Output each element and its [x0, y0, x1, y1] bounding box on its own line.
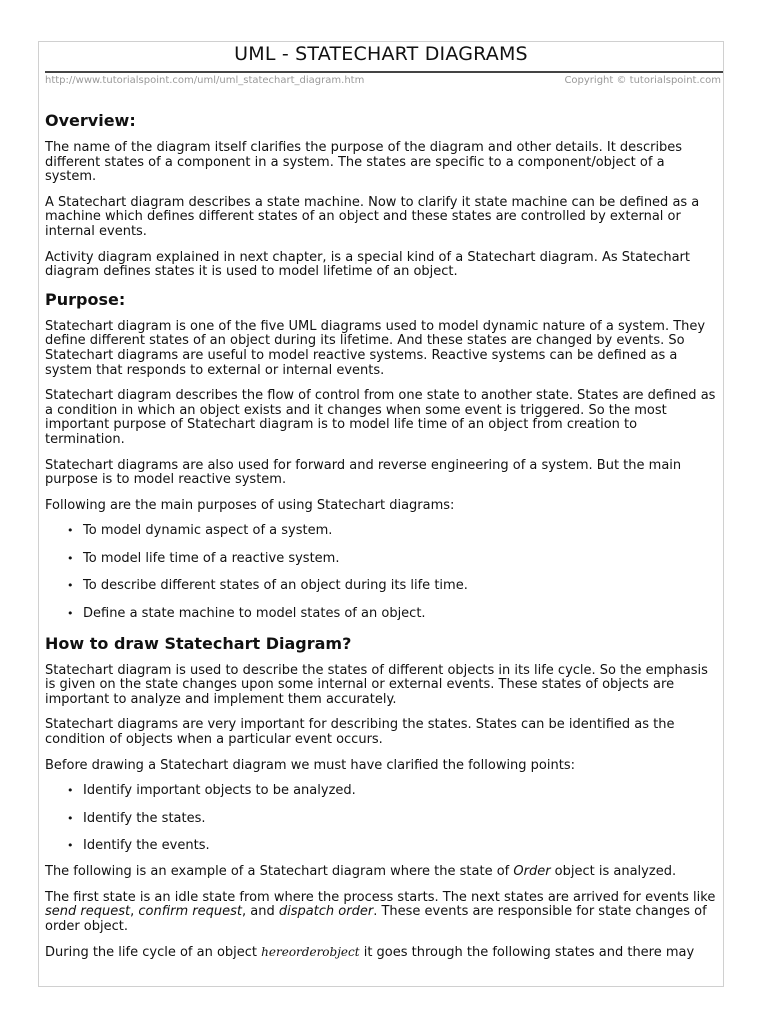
emphasis-text: Order	[513, 864, 551, 879]
purpose-paragraph-1: Statechart diagram is one of the five UML diagrams used to model dynamic nature of a system. They define different states of an object during its lifetime. And these states are changed by events. So Statechart diagrams are useful to model reactive systems. Reactive systems can be defined as a system that responds to external or internal events.	[45, 318, 706, 378]
text-run: . These events are responsible for state changes of order object.	[45, 904, 707, 934]
list-item: • Identify the states.	[83, 812, 719, 827]
list-item: • To model life time of a reactive system.	[83, 552, 719, 567]
howto-paragraph-4	[45, 865, 719, 880]
overview-paragraph-3: Activity diagram explained in next chapter, is a special kind of a Statechart diagram. As Statechart diagram defines states it is used to model lifetime of an object.	[45, 249, 690, 280]
purpose-paragraph-4: Following are the main purposes of using Statechart diagrams:	[45, 497, 455, 513]
text-run: ,	[130, 904, 139, 920]
purpose-paragraph-2: Statechart diagram describes the flow of control from one state to another state. States are defined as a condition in which an object exists and it changes when some event is triggered. So the most important purpose of Statechart diagram is to model life time of an object from creation to termination.	[45, 388, 716, 447]
document-page	[38, 41, 724, 987]
list-item: • To describe different states of an object during its life time.	[83, 579, 719, 594]
list-item: • Identify the events.	[83, 839, 719, 854]
source-url[interactable]: http://www.tutorialspoint.com/uml/uml_statechart_diagram.htm	[45, 75, 365, 86]
list-item: • Define a state machine to model states of an object.	[83, 607, 719, 622]
document-body	[45, 112, 719, 972]
purpose-heading: Purpose:	[45, 289, 126, 309]
purpose-paragraph-3: Statechart diagrams are also used for forward and reverse engineering of a system. But the main purpose is to model reactive system.	[45, 457, 682, 488]
math-text: hereorderobject	[261, 945, 360, 960]
howto-paragraph-5	[45, 891, 719, 935]
howto-paragraph-6	[45, 945, 719, 961]
howto-paragraph-2: Statechart diagrams are very important for describing the states. States can be identified as the condition of objects when a particular event occurs.	[45, 717, 675, 748]
emphasis-text: confirm request	[138, 904, 242, 920]
overview-paragraph-2: A Statechart diagram describes a state machine. Now to clarify it state machine can be defined as a machine which defines different states of an object and these states are controlled by external or internal events.	[45, 194, 700, 239]
emphasis-text: dispatch order	[278, 904, 374, 920]
howto-heading: How to draw Statechart Diagram?	[45, 633, 352, 653]
page-title: UML - STATECHART DIAGRAMS	[234, 43, 528, 65]
purpose-list	[45, 524, 719, 621]
text-run: During the life cycle of an object	[45, 945, 262, 961]
overview-heading: Overview:	[45, 111, 136, 130]
text-run: The first state is an idle state from where the process starts. The next states are arrived for events like	[45, 889, 716, 905]
text-run: , and	[241, 904, 279, 920]
text-run: object is analyzed.	[550, 864, 677, 879]
copyright-notice: Copyright © tutorialspoint.com	[564, 75, 721, 86]
howto-paragraph-3: Before drawing a Statechart diagram we must have clarified the following points:	[45, 757, 575, 773]
list-item: • To model dynamic aspect of a system.	[83, 524, 719, 539]
list-item: • Identify important objects to be analyzed.	[83, 784, 719, 799]
text-run: it goes through the following states and there may	[359, 945, 695, 961]
howto-paragraph-1: Statechart diagram is used to describe the states of different objects in its life cycle. So the emphasis is given on the state changes upon some internal or external events. These states of objects are important to analyze and implement them accurately.	[45, 662, 708, 707]
title-divider	[45, 71, 723, 73]
howto-list	[45, 784, 719, 854]
emphasis-text: send request	[45, 904, 131, 920]
overview-paragraph-1: The name of the diagram itself clarifies the purpose of the diagram and other details. It describes different states of a component in a system. The states are specific to a component/object of a system.	[45, 140, 683, 185]
text-run: The following is an example of a Statechart diagram where the state of	[45, 864, 514, 879]
